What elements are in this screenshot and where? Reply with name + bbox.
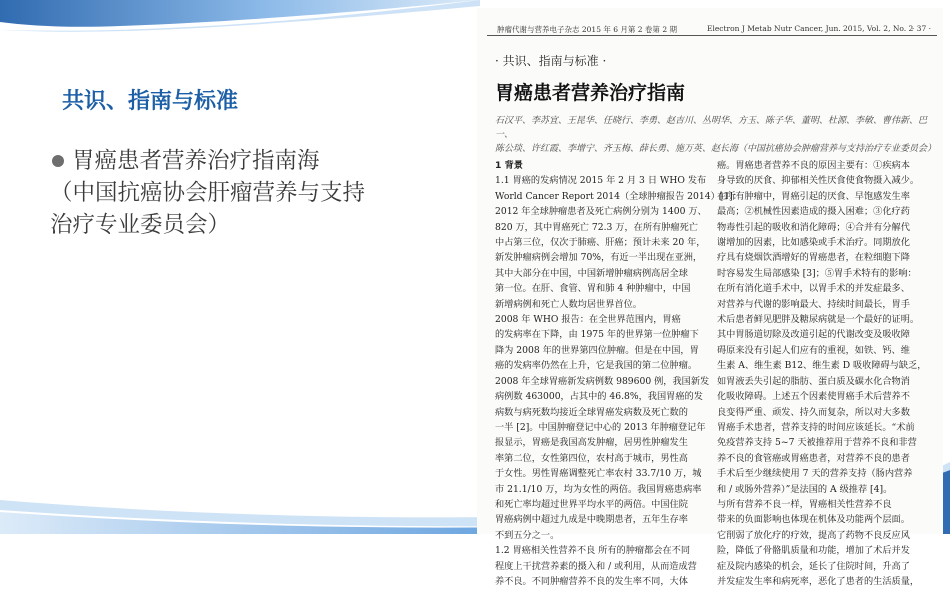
paper-text-line: 报显示，胃癌是我国高发肿瘤，居男性肿瘤发生 — [495, 437, 688, 449]
author-line: 石汉平、李苏宜、王昆华、任晓行、李勇、赵吉川、丛明华、方玉、陈子华、董明、杜源、李敏、曹伟新、巴一、 — [495, 116, 928, 140]
paper-text-line: 降为 2008 年的世界第四位肿瘤。但是在中国，胃 — [495, 344, 699, 356]
bullet-line: （中国抗癌协会肝瘤营养与支持 — [50, 180, 366, 206]
paper-text-line: 和死亡率均超过世界平均水平的两倍。中国住院 — [495, 498, 688, 510]
paper-section: · 共识、指南与标准 · — [495, 54, 607, 68]
paper-text-line: 市 21.1/10 万，均为女性的两倍。我国胃癌患病率 — [495, 483, 702, 495]
paper-text-line: 最高；②机械性因素造成的摄入困难；③化疗药 — [717, 206, 910, 218]
paper-text-line: 的发病率在下降，由 1975 年的世界第一位肿瘤下 — [495, 329, 699, 341]
paper-text-line: 胃癌手术患者，营养支持的时间应该延长。“术前 — [717, 421, 915, 433]
paper-text-line: 谢增加的因素，比如感染或手术治疗。同期放化 — [717, 237, 910, 249]
top-wave — [0, 0, 480, 27]
paper-text-line: 身导致的厌食、抑郁相关性厌食使食物摄入减少。 — [717, 175, 920, 187]
paper-text-line: 养不良。不同肿瘤营养不良的发生率不同，大体 — [495, 575, 688, 587]
paper-text-line: 820 万，其中胃癌死亡 72.3 万，在所有肿瘤死亡 — [495, 221, 698, 233]
paper-text-line: 胃癌病例中超过九成是中晚期患者，五年生存率 — [495, 514, 688, 526]
paper-text-line: 其中胃肠道切除及改道引起的代谢改变及吸收障 — [717, 329, 910, 341]
paper-text-line: 手术后至少继续使用 7 天的营养支持（肠内营养 — [717, 468, 913, 480]
paper-text-line: 病例数 463000，占其中的 46.8%，我国胃癌的发 — [495, 391, 703, 403]
paper-text-line: 中占第三位，仅次于肺癌、肝癌；预计未来 20 年， — [495, 237, 706, 249]
paper-text-line: 2012 年全球肿瘤患者及死亡病例分别为 1400 万、 — [495, 206, 707, 218]
bullet-line: 胃癌患者营养治疗指南海 — [72, 148, 320, 174]
paper-text-line: 疗具有烧烟饮酒增好的胃癌患者，在粒细胞下降 — [717, 252, 910, 264]
paper-scan — [477, 8, 943, 587]
paper-text-line: 带来的负面影响也体现在机体及功能两个层面。 — [717, 514, 910, 526]
paper-text-line: 病数与病死数均接近全球胃癌发病数及死亡数的 — [495, 406, 688, 418]
paper-text-line: 化吸收障碍。上述五个因素使胃癌手术后营养不 — [717, 391, 910, 403]
journal-name-cn: 肿瘤代谢与营养电子杂志 2015 年 6 月第 2 卷第 2 期 — [497, 25, 677, 34]
paper-text-line: 其中大部分在中国，中国新增肿瘤病例高居全球 — [495, 267, 688, 279]
paper-text-line: 在所有肿瘤中，胃癌引起的厌食、早饱感发生率 — [717, 190, 910, 202]
paper-text-line: 良变得严重、顽发、持久而复杂，所以对大多数 — [717, 406, 910, 418]
paper-text-line: 碍原来没有引起人们应有的重视，如铁、钙、维 — [717, 344, 910, 356]
left-column — [495, 158, 742, 589]
paper-text-line: 1.1 胃癌的发病情况 2015 年 2 月 3 日 WHO 发布 — [495, 175, 707, 187]
paper-text-line: 1.2 胃癌相关性营养不良 所有的肿瘤都会在不同 — [495, 545, 691, 557]
paper-authors — [495, 114, 935, 156]
paper-text-line: 癌。胃癌患者营养不良的原因主要有：①疾病本 — [717, 160, 910, 171]
paper-text-line: 2008 年 WHO 报告：在全世界范围内，胃癌 — [495, 314, 681, 326]
paper-text-line: 并发症发生率和病死率，恶化了患者的生活质量， — [717, 575, 920, 587]
paper-text-line: 一半 [2]。中国肿瘤登记中心的 2013 年肿瘤登记年 — [495, 421, 706, 433]
paper-text-line: 在所有消化道手术中，以胃手术的并发症最多、 — [717, 283, 910, 295]
paper-text-line: 第一位。在肝、食管、胃和肺 4 种肿瘤中，中国 — [495, 283, 691, 295]
paper-text-line: 生素 A、维生素 B12、维生素 D 吸收障碍与缺乏， — [717, 360, 927, 372]
paper-text-line: 新增病例和死亡人数均居世界首位。 — [495, 298, 642, 310]
paper-text-line: 新发肿瘤病例会增加 70%，有近一半出现在亚洲， — [495, 252, 703, 264]
paper-text-line: 率第二位，女性第四位，农村高于城市，男性高 — [495, 452, 688, 464]
paper-text-line: 物毒性引起的吸收和消化障碍；④合并有分解代 — [717, 221, 910, 233]
paper-text-line: 险，降低了骨骼肌质量和功能，增加了术后并发 — [717, 545, 910, 557]
paper-title: 胃癌患者营养治疗指南 — [495, 82, 686, 104]
paper-text-line: 与所有营养不良一样，胃癌相关性营养不良 — [717, 498, 892, 510]
author-line: 陈公琰、许红霞、李增宁、齐玉梅、薛长勇、施万英、赵长海（中国抗癌协会肿瘤营养与支持治疗专业委员会） — [495, 144, 937, 154]
paper-text-line: 1 背景 — [495, 160, 523, 171]
bullet-item — [50, 145, 440, 241]
paper-text-line: 和 / 或肠外营养）”是法国的 A 级推荐 [4]。 — [717, 483, 893, 495]
paper-text-line: 如胃液丢失引起的脂肪、蛋白质及碳水化合物消 — [717, 375, 910, 387]
paper-text-line: 2008 年全球胃癌新发病例数 989600 例，我国新发 — [495, 375, 710, 387]
paper-text-line: 免疫营养支持 5~7 天被推荐用于营养不良和非营 — [717, 437, 917, 449]
right-column — [717, 158, 927, 589]
paper-text-line: World Cancer Report 2014（全球肿瘤报告 2014）[1]： — [495, 190, 742, 202]
bullet-line: 治疗专业委员会） — [50, 212, 231, 238]
paper-text-line: 对营养与代谢的影响最大、持续时间最长，胃手 — [717, 298, 910, 310]
paper-text-line: 时容易发生局部感染 [3]；⑤胃手术特有的影响： — [717, 267, 917, 279]
section-title: 共识、指南与标准 — [62, 89, 239, 114]
paper-text-line: 养不良的食管癌或胃癌患者，对营养不良的患者 — [717, 452, 910, 464]
paper-text-line: 不到五分之一。 — [495, 529, 560, 541]
journal-name-en: Electron J Metab Nutr Cancer, Jun. 2015, Vol. 2, No. 2 — [707, 24, 914, 33]
paper-text-line: 程度上干扰营养素的摄入和 / 或利用，从而造成营 — [495, 560, 697, 572]
paper-text-line: 术后患者鲜见肥胖及糖尿病就是一个最好的证明。 — [717, 314, 920, 326]
page-number: · 37 · — [911, 24, 931, 33]
paper-text-line: 它削弱了放化疗的疗效，提高了药物不良反应风 — [717, 529, 910, 541]
paper-text-line: 症及院内感染的机会，延长了住院时间，升高了 — [717, 560, 910, 572]
paper-header — [487, 18, 937, 36]
bullet-dot-icon — [52, 155, 64, 167]
paper-text-line: 癌的发病率仍然在上升，它是我国的第二位肿瘤。 — [495, 360, 698, 372]
paper-text-line: 于女性。男性胃癌调整死亡率农村 33.7/10 万，城 — [495, 468, 702, 480]
